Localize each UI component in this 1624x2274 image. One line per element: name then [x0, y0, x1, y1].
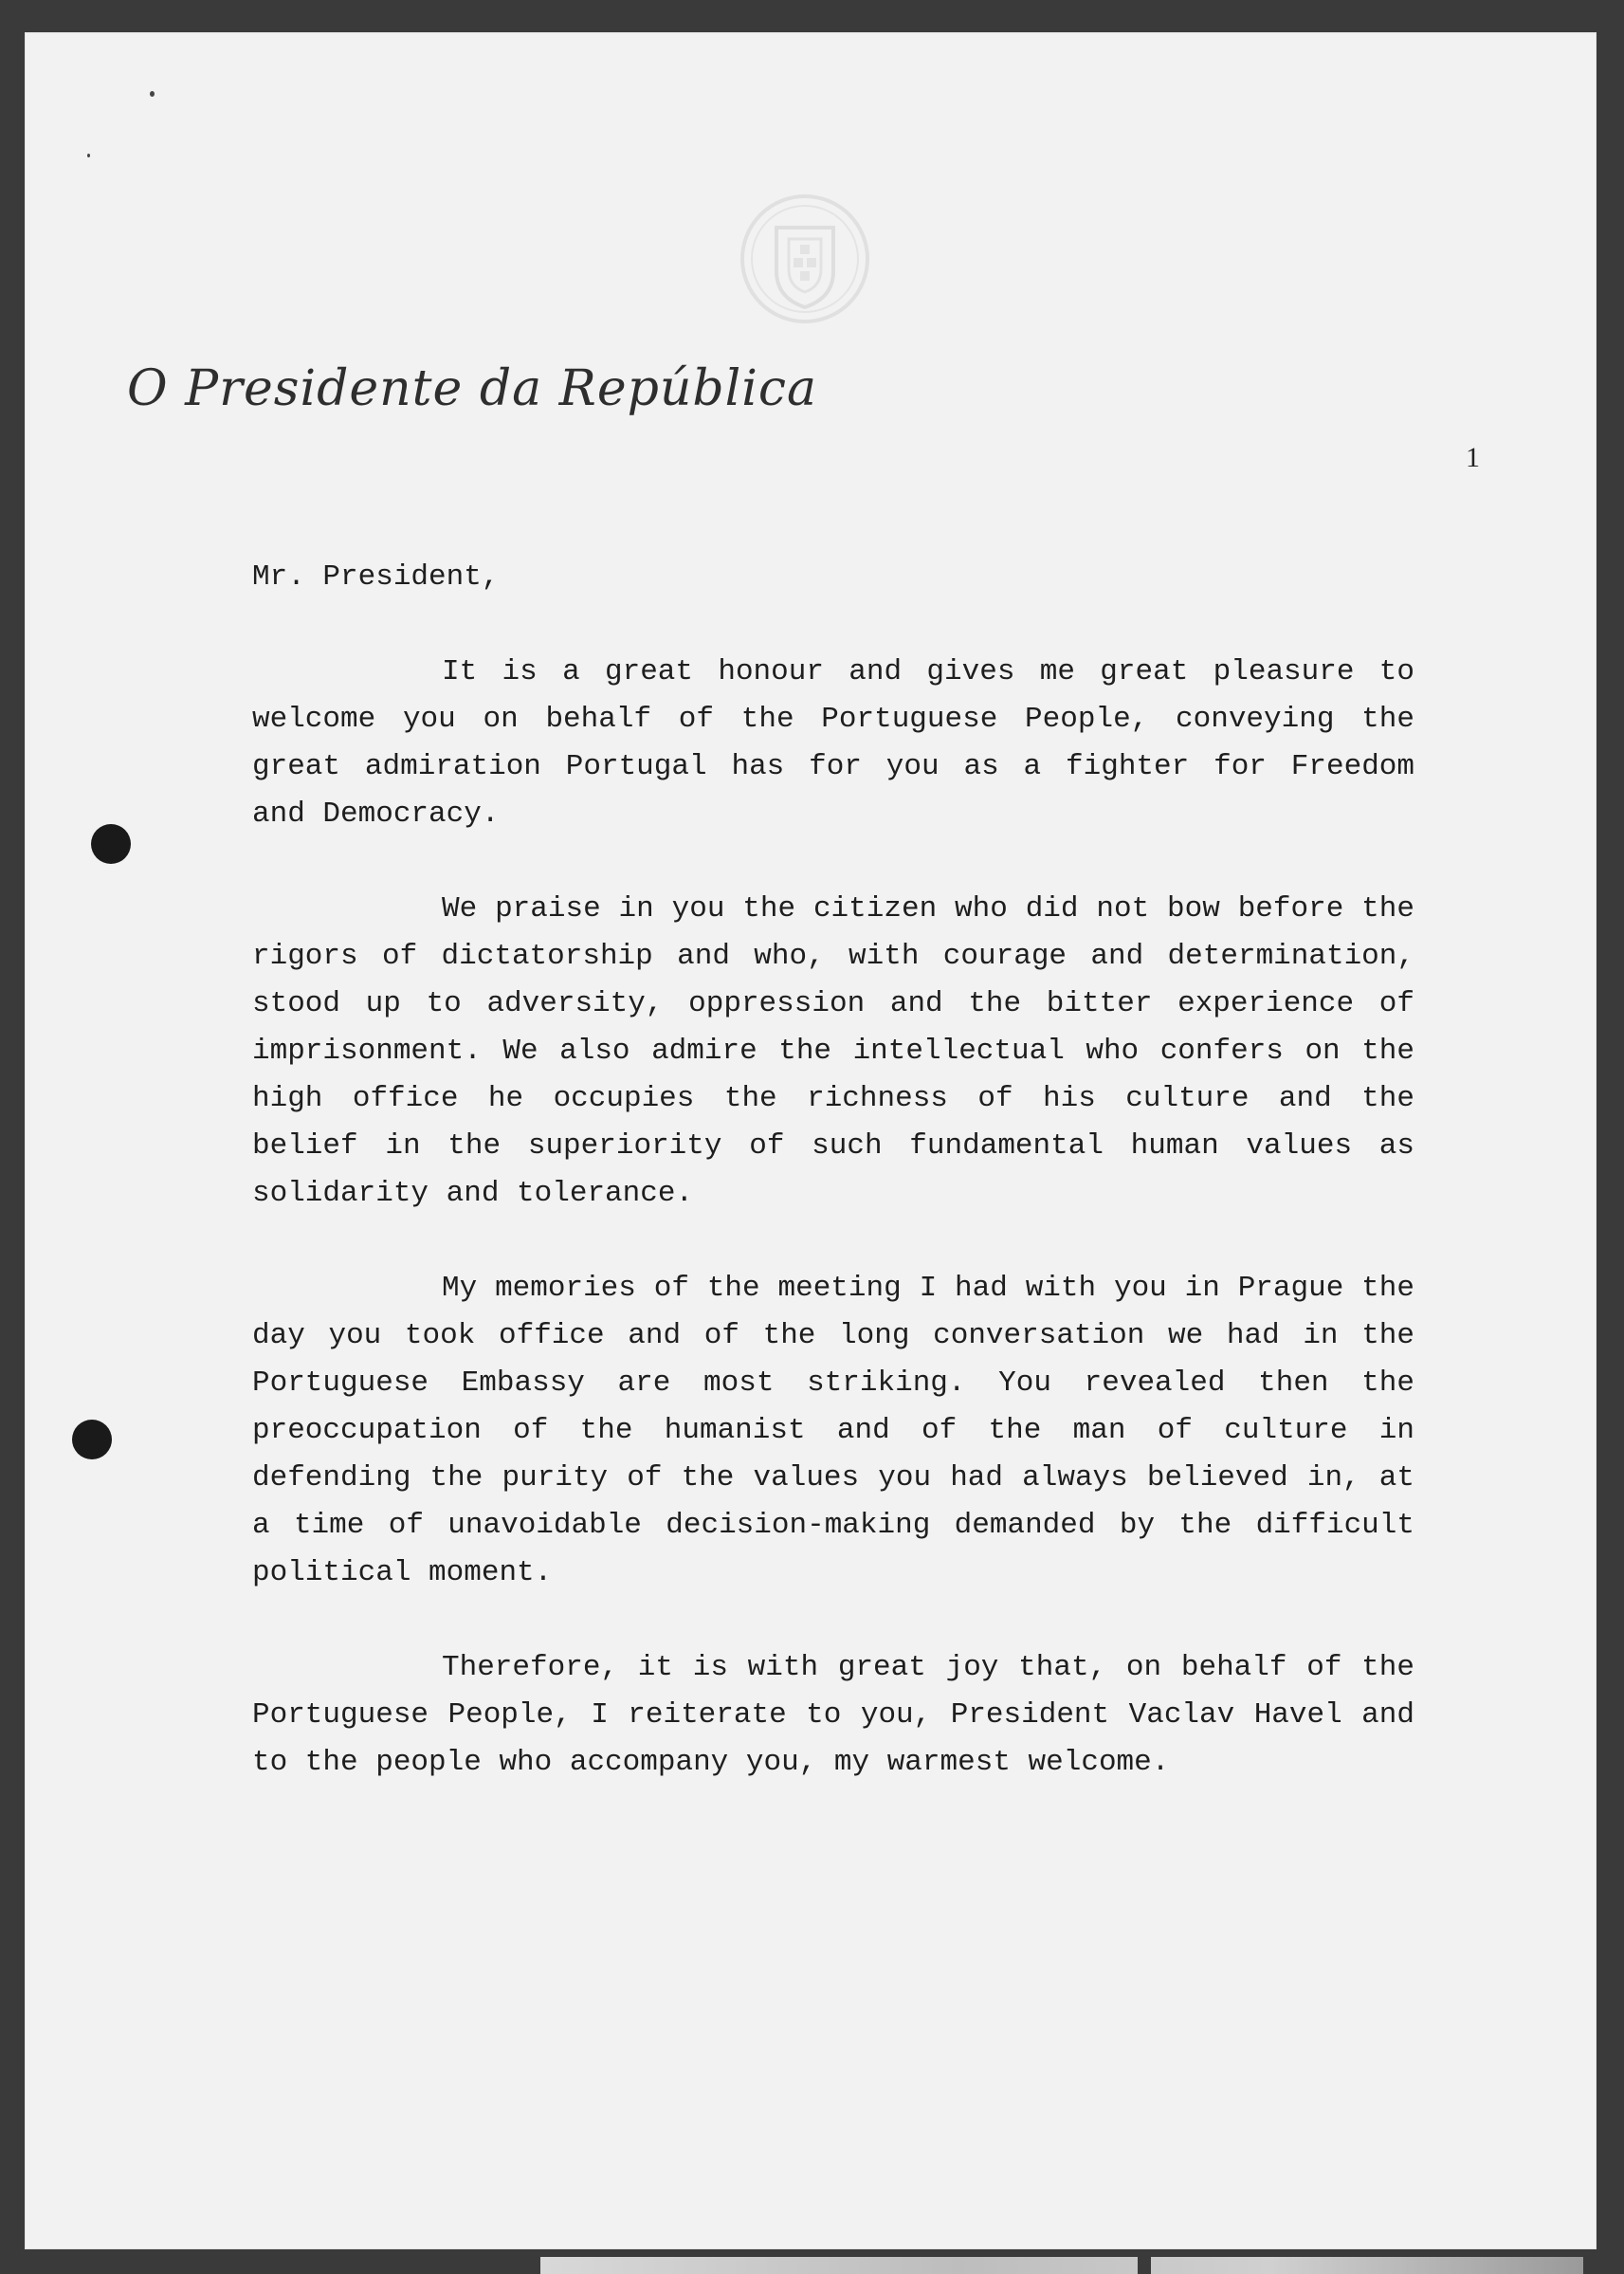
scan-speck [87, 154, 90, 157]
scan-edge-strip [540, 2257, 1583, 2274]
scan-edge-gap [1138, 2257, 1151, 2274]
paragraph-1: It is a great honour and gives me great pleasure to welcome you on behalf of the Portuguese People, conveying the great admiration Portugal has for you as a fighter for Freedom and Democracy. [252, 655, 1414, 831]
scan-speck [150, 91, 155, 97]
letter-body [252, 554, 1414, 1834]
page-number: 1 [1466, 442, 1480, 473]
coat-of-arms-emblem-icon [734, 188, 876, 330]
salutation: Mr. President, [252, 560, 500, 594]
letterhead-title: O Presidente da República [127, 360, 818, 417]
paragraph-2: We praise in you the citizen who did not bow before the rigors of dictatorship and who, with courage and determination, stood up to adversity, oppression and the bitter experience of imprisonment. We also admire the intellectual who confers on the high office he occupies the richness of his culture and the belief in the superiority of such fundamental human values as solidarity and tolerance. [252, 892, 1414, 1210]
paragraph-3: My memories of the meeting I had with you in Prague the day you took office and of the long conversation we had in the Portuguese Embassy are most striking. You revealed then the preoccupation of the humanist and of the man of culture in defending the purity of the values you had always believed in, at a time of unavoidable decision-making demanded by the difficult political moment. [252, 1272, 1414, 1589]
paragraph-4: Therefore, it is with great joy that, on behalf of the Portuguese People, I reiterate to you, President Vaclav Havel and to the people who accompany you, my warmest welcome. [252, 1651, 1414, 1779]
punch-hole-lower [72, 1420, 112, 1459]
punch-hole-upper [91, 824, 131, 864]
